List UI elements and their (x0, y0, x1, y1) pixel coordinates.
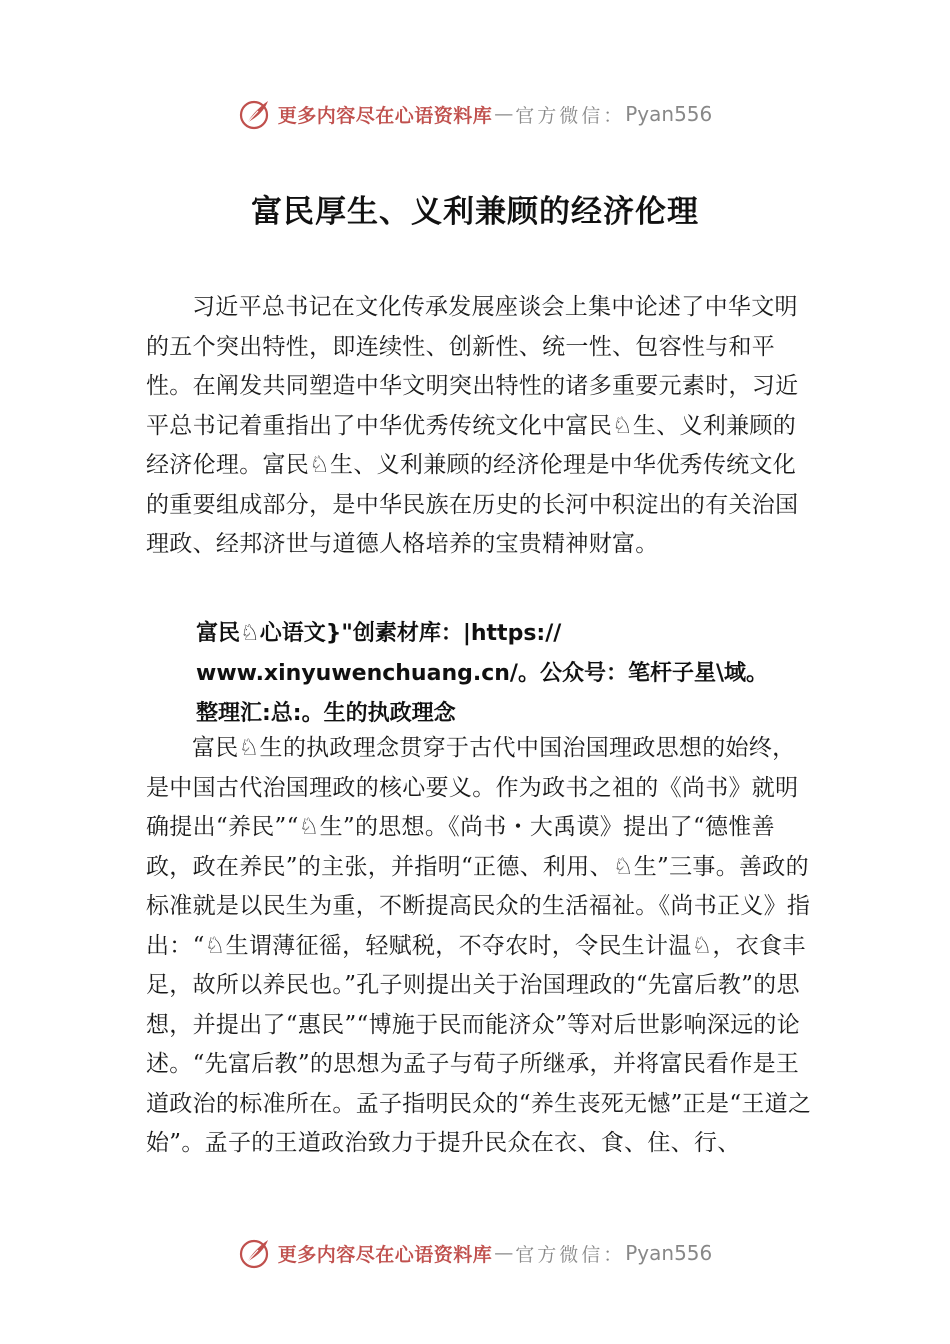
banner-wechat-id: Pyan556 (625, 1241, 713, 1265)
banner-sub-text: 官方微信： (515, 104, 626, 127)
banner-dash: — (494, 1242, 514, 1264)
banner-dash: — (494, 103, 514, 125)
banner-main-text: 更多内容尽在心语资料库 (277, 1243, 493, 1266)
banner-wechat-id: Pyan556 (625, 102, 713, 126)
section-heading (196, 614, 896, 734)
heading-line: 整理汇:总:。生的执政理念 (196, 701, 456, 726)
banner-main-text: 更多内容尽在心语资料库 (277, 104, 493, 127)
heading-line: www.xinyuwenchuang.cn/。公众号：笔杆子星\域。 (196, 661, 768, 686)
paragraph-body: 富民♘生的执政理念贯穿于古代中国治国理政思想的始终，是中国古代治国理政的核心要义。作为政书之祖的《尚书》就明确提出“养民”“♘生”的思想。《尚书・大禹谟》提出了“德惟善政，政在养民”的主张，并指明“正德、利用、♘生”三事。善政的标准就是以民生为重，不断提高民众的生活福祉。《尚书正义》指出：“♘生谓薄征徭，轻赋税，不夺农时，令民生计温♘，衣食丰足，故所以养民也。”孔子则提出关于治国理政的“先富后教”的思想，并提出了“惠民”“博施于民而能济众”等对后世影响深远的论述。“先富后教”的思想为孟子与荀子所继承，并将富民看作是王道政治的标准所在。孟子指明民众的“养生丧死无憾”正是“王道之始”。孟子的王道政治致力于提升民众在衣、食、住、行、 (146, 735, 812, 1156)
banner-sub-text: 官方微信： (515, 1243, 626, 1266)
header-banner (0, 92, 950, 136)
quill-logo-icon (238, 97, 272, 131)
paragraph-intro: 习近平总书记在文化传承发展座谈会上集中论述了中华文明的五个突出特性，即连续性、创新性、统一性、包容性与和平性。在阐发共同塑造中华文明突出特性的诸多重要元素时，习近平总书记着重指出了中华优秀传统文化中富民♘生、义利兼顾的经济伦理。富民♘生、义利兼顾的经济伦理是中华优秀传统文化的重要组成部分，是中华民族在历史的长河中积淀出的有关治国理政、经邦济世与道德人格培养的宝贵精神财富。 (146, 294, 799, 557)
document-title: 富民厚生、义利兼顾的经济伦理 (251, 194, 699, 230)
quill-logo-icon (238, 1236, 272, 1270)
heading-line: 富民♘心语文}"创素材库：|https:// (196, 621, 562, 646)
footer-banner (0, 1231, 950, 1275)
